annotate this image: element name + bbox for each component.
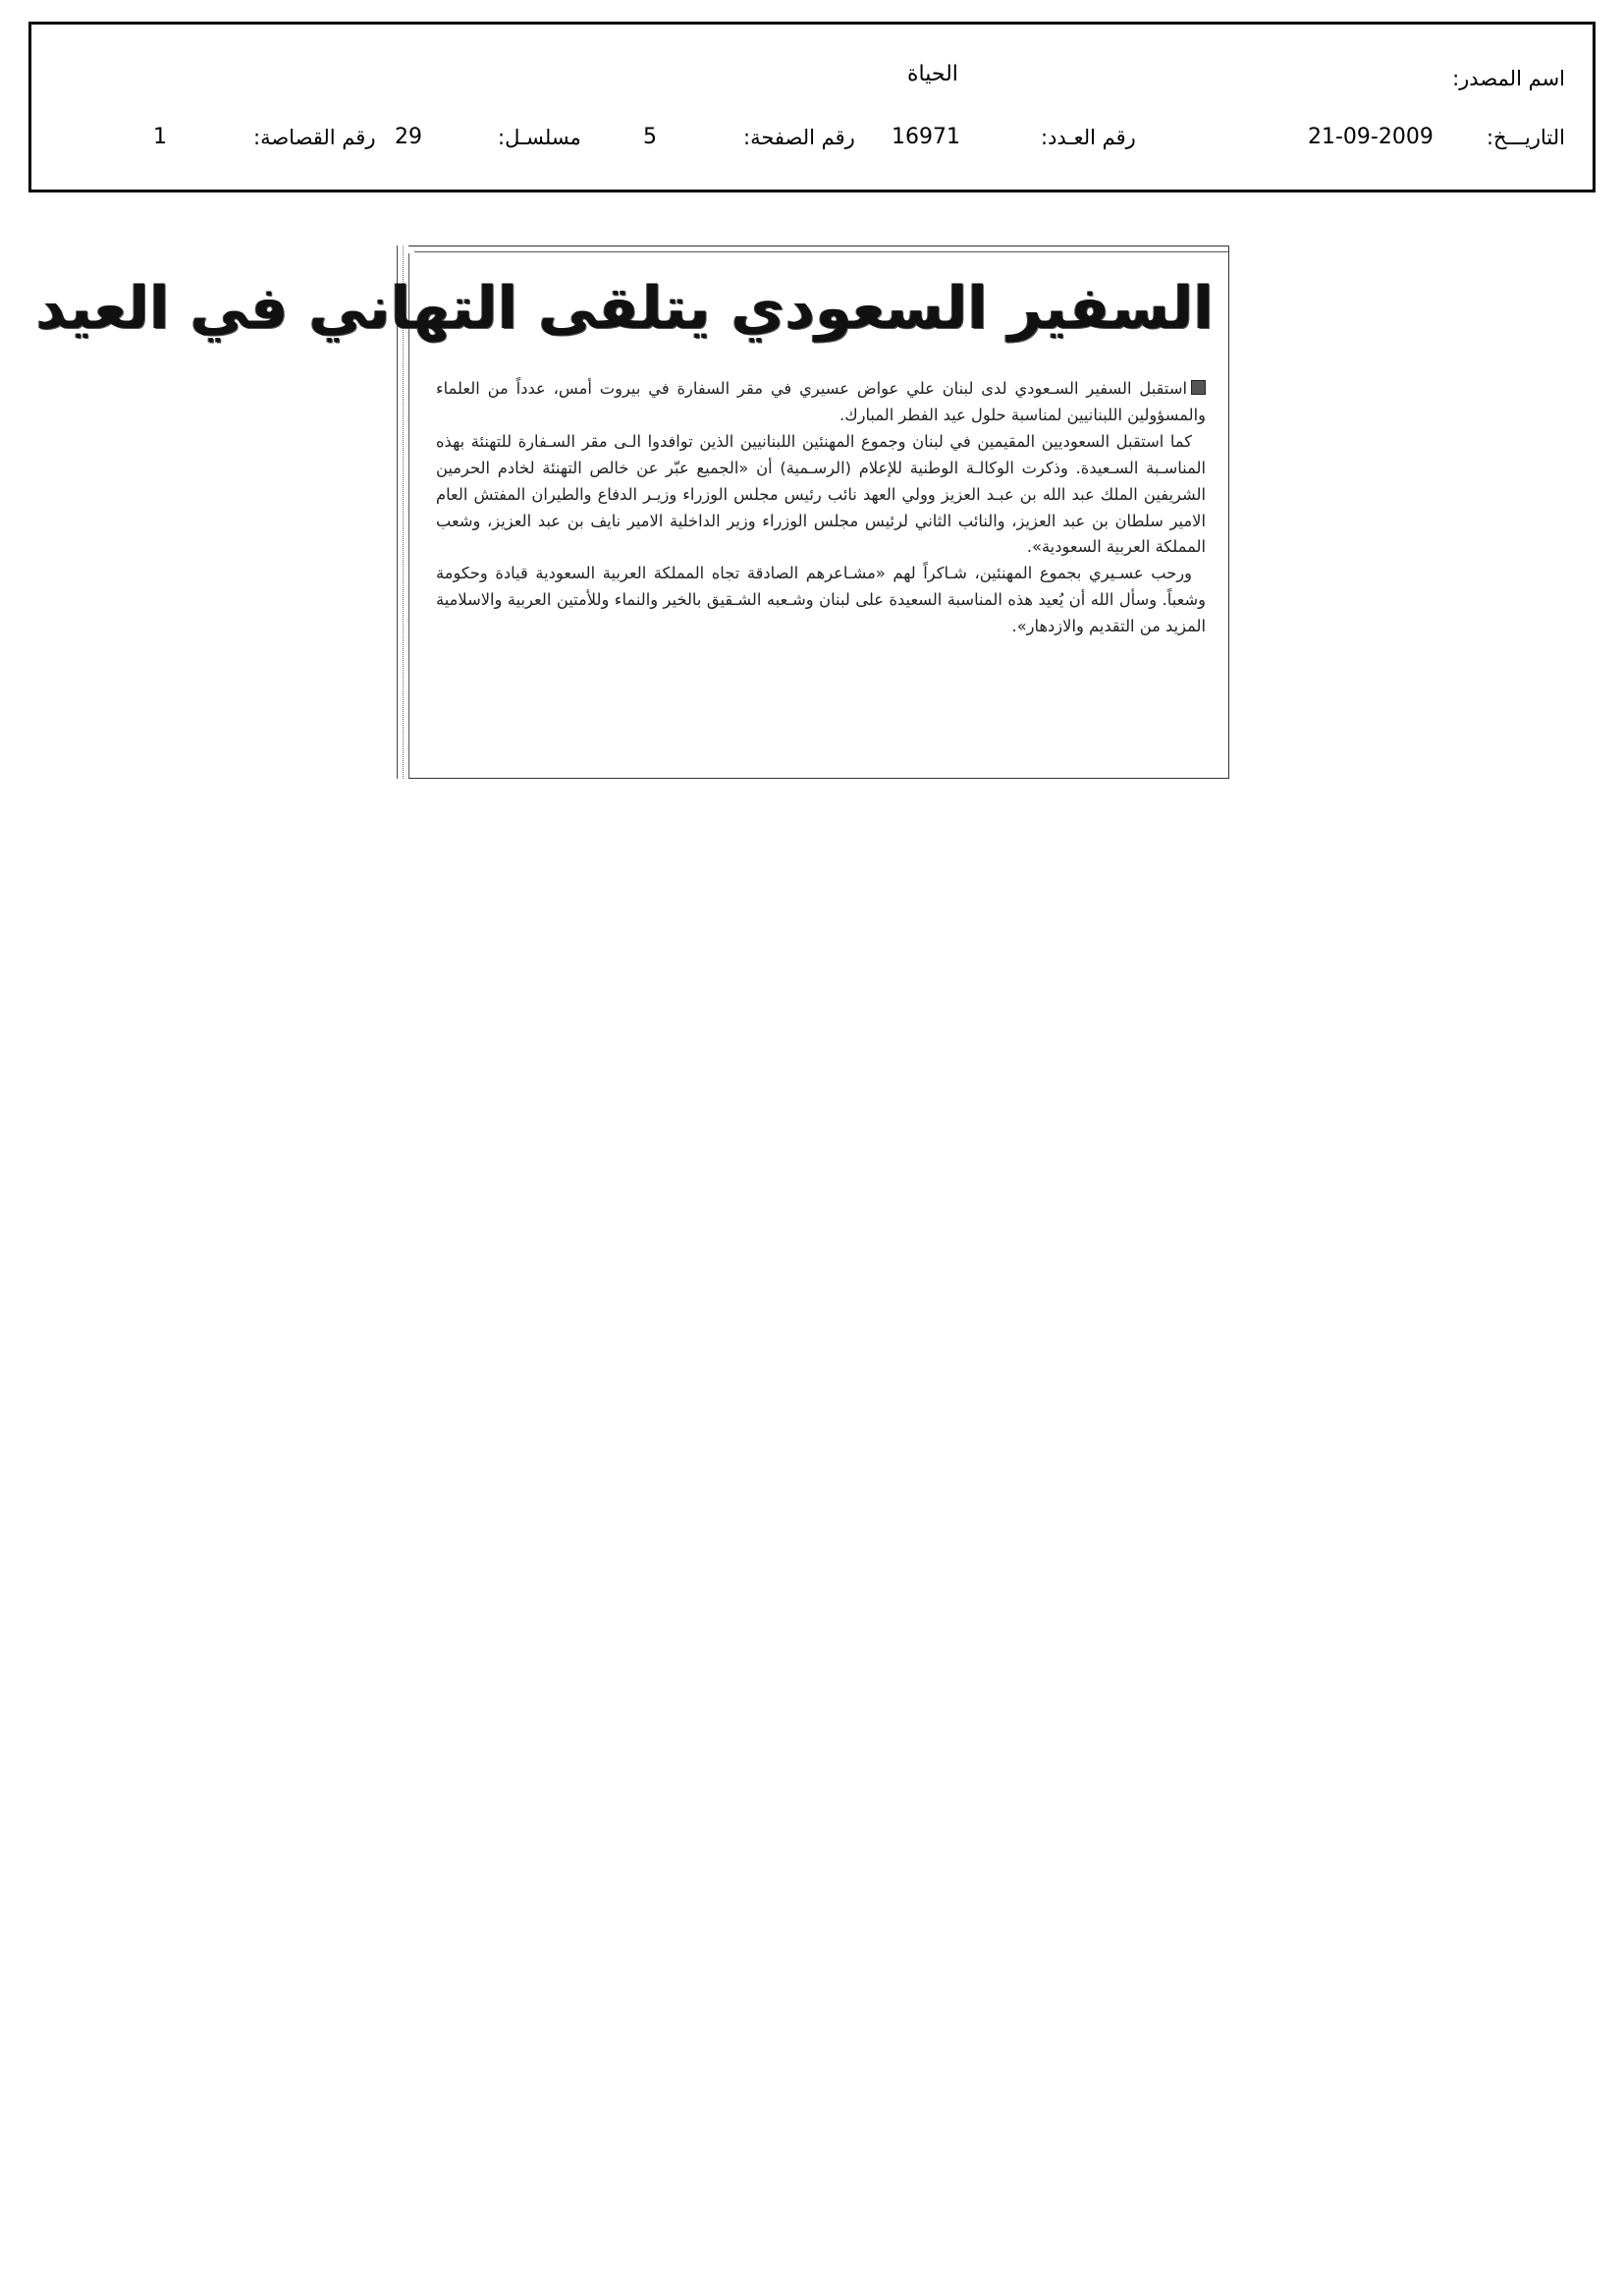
- border-rule: [408, 778, 1229, 779]
- clip-value: 1: [153, 125, 167, 149]
- article-paragraph: [436, 376, 1206, 429]
- border-rule: [1228, 246, 1229, 779]
- paragraph-text: استقبل السفير السـعودي لدى لبنان علي عواض عسيري في مقر السفارة في بيروت أمس، عدداً من العلماء والمسؤولين اللبنانيين لمناسبة حلول عيد الفطر المبارك.: [436, 379, 1206, 424]
- page-value: 5: [643, 125, 657, 149]
- article-body: [436, 376, 1206, 640]
- clip-label: رقم القصاصة:: [253, 126, 376, 149]
- article-headline: السفير السعودي يتلقى التهاني في العيد: [35, 274, 1214, 343]
- border-rule: [414, 251, 1229, 252]
- issue-value: 16971: [892, 125, 960, 149]
- page-label: رقم الصفحة:: [743, 126, 855, 149]
- serial-value: 29: [395, 125, 422, 149]
- issue-label: رقم العـدد:: [1041, 126, 1136, 149]
- serial-label: مسلسـل:: [498, 126, 581, 149]
- square-bullet-icon: [1191, 380, 1206, 395]
- article-paragraph: ورحب عسـيري بجموع المهنئين، شـاكراً لهم «مشـاعرهم الصادقة تجاه المملكة العربية السعودية قيادة وحكومة وشعباً. وسأل الله أن يُعيد هذه المناسبة السعيدة على لبنان وشـعبه الشـقيق بالخير والنماء وللأمتين العربية والاسلامية المزيد من التقديم والازدهار».: [436, 564, 1206, 636]
- date-label: التاريـــخ:: [1486, 126, 1565, 149]
- date-value: 21-09-2009: [1308, 125, 1434, 149]
- source-value: الحياة: [907, 62, 958, 86]
- source-label: اسم المصدر:: [1452, 67, 1565, 90]
- article-paragraph: كما استقبل السعوديين المقيمين في لبنان وجموع المهنئين اللبنانيين الذين توافدوا الـى مقر السـفارة للتهنئة بهذه المناسـبة السـعيدة. وذكرت الوكالـة الوطنية للإعلام (الرسـمية) أن «الجميع عبّر عن خالص التهنئة لخادم الحرمين الشريفين الملك عبد الله بن عبـد العزيز وولي العهد نائب رئيس مجلس الوزراء وزيـر الدفاع والطيران المفتش العام الامير سلطان بن عبد العزيز، والنائب الثاني لرئيس مجلس الوزراء وزير الداخلية الامير نايف بن عبد العزيز، وشعب المملكة العربية السعودية».: [436, 431, 1206, 557]
- newspaper-clipping: [35, 246, 1229, 779]
- metadata-header: [28, 22, 1596, 192]
